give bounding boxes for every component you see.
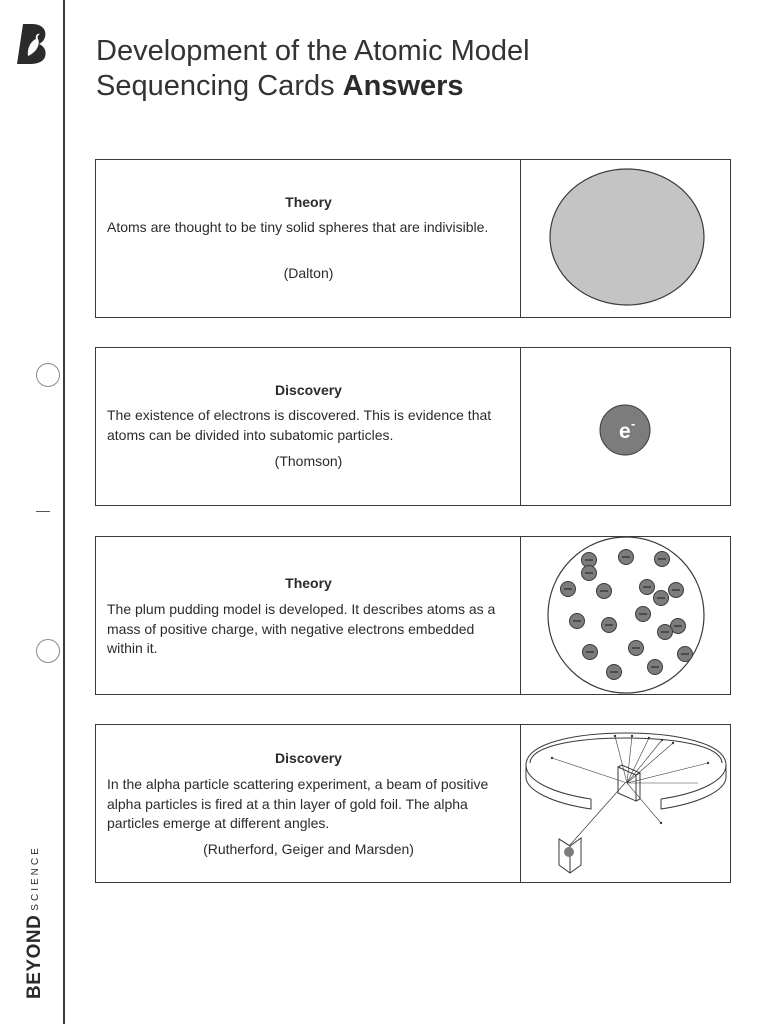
embedded-electron-icon (582, 566, 597, 581)
solid-sphere-icon (521, 160, 730, 317)
card-text-panel (96, 348, 521, 505)
card-description: In the alpha particle scattering experiment, a beam of positive alpha particles is fired at a thin layer of gold foil. The alpha particles emerge at different angles. (107, 776, 489, 831)
title-line-2-prefix: Sequencing Cards (96, 70, 335, 102)
brand-name: BEYOND (24, 914, 45, 999)
sequencing-card-rutherford (95, 724, 731, 883)
sequencing-card-dalton (95, 159, 731, 318)
embedded-electron-icon (654, 591, 669, 606)
card-description: The existence of electrons is discovered. This is evidence that atoms can be divided into subatomic particles. (107, 407, 492, 443)
card-description: Atoms are thought to be tiny solid spheres that are indivisible. (107, 219, 489, 235)
card-heading: Theory (285, 194, 332, 210)
alpha-scattering-apparatus-icon (521, 725, 730, 882)
embedded-electron-icon (607, 665, 622, 680)
sequencing-card-thomson (95, 347, 731, 506)
electron-icon (521, 348, 730, 505)
electron-symbol: e (619, 420, 631, 443)
fold-mark (36, 511, 50, 512)
embedded-electron-icon (583, 645, 598, 660)
card-credit: (Thomson) (274, 453, 343, 469)
embedded-electron-icon (636, 607, 651, 622)
embedded-electron-icon (678, 647, 693, 662)
title-line-2 (96, 69, 530, 104)
title-answers: Answers (342, 70, 464, 102)
embedded-electron-icon (619, 550, 634, 565)
card-text-panel (96, 537, 521, 694)
title-line-1: Development of the Atomic Model (96, 35, 530, 67)
embedded-electron-icon (655, 552, 670, 567)
punch-hole (36, 639, 60, 663)
embedded-electron-icon (561, 582, 576, 597)
embedded-electron-icon (629, 641, 644, 656)
plum-pudding-icon (521, 537, 730, 694)
beyond-logo-icon (14, 22, 52, 66)
card-credit: (Dalton) (283, 265, 334, 281)
sequencing-card-plum-pudding (95, 536, 731, 695)
embedded-electron-icon (669, 583, 684, 598)
card-heading: Discovery (275, 382, 342, 398)
card-description: The plum pudding model is developed. It describes atoms as a mass of positive charge, with negative electrons embedded within it. (107, 601, 496, 656)
margin-line (63, 0, 65, 1024)
embedded-electron-icon (640, 580, 655, 595)
embedded-electron-icon (658, 625, 673, 640)
card-heading: Discovery (275, 750, 342, 766)
card-text-panel (96, 160, 521, 317)
brand-wordmark (24, 845, 46, 999)
punch-hole (36, 363, 60, 387)
brand-subname: SCIENCE (30, 845, 41, 911)
card-text-panel (96, 725, 521, 882)
card-image-panel (521, 537, 730, 694)
embedded-electron-icon (597, 584, 612, 599)
electron-charge: - (631, 416, 636, 431)
card-image-panel (521, 348, 730, 505)
card-image-panel (521, 725, 730, 882)
embedded-electron-icon (602, 618, 617, 633)
embedded-electron-icon (570, 614, 585, 629)
card-heading: Theory (285, 575, 332, 591)
page-title (96, 34, 530, 104)
card-image-panel (521, 160, 730, 317)
card-credit: (Rutherford, Geiger and Marsden) (203, 841, 414, 857)
embedded-electron-icon (648, 660, 663, 675)
